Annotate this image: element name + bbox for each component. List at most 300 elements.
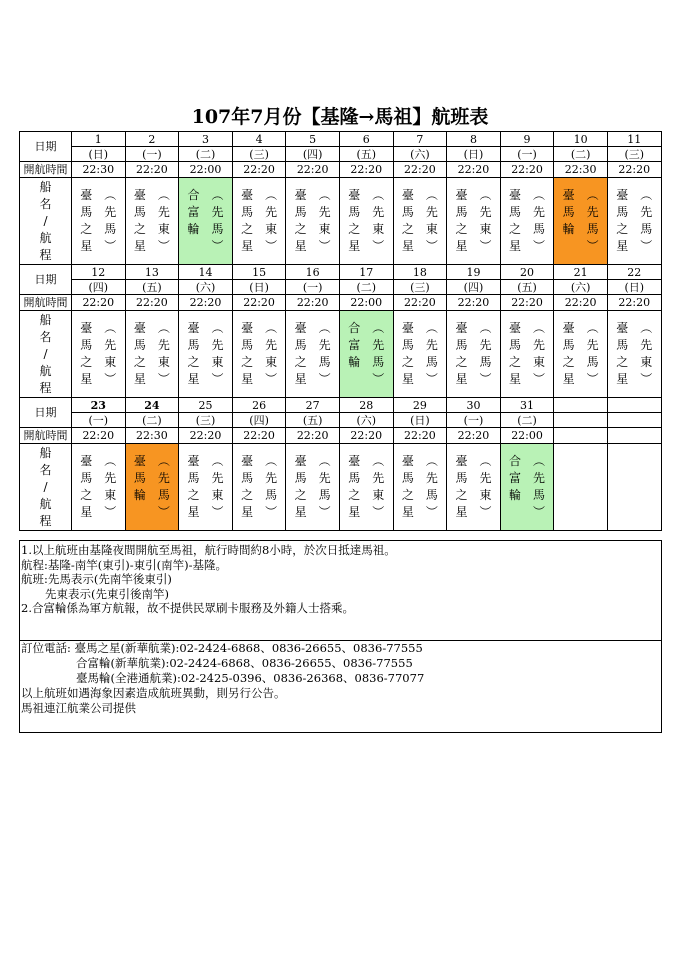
route-code (532, 453, 546, 521)
glyph: 馬 (372, 355, 385, 369)
label-char: 名 (39, 196, 52, 211)
glyph: 馬 (455, 205, 468, 219)
label-char: 名 (39, 329, 52, 344)
glyph: 星 (80, 372, 93, 386)
glyph: 星 (509, 239, 522, 253)
ship-cell (179, 178, 233, 265)
weekday: (四) (72, 280, 126, 295)
ship-name (240, 453, 254, 521)
glyph: 之 (294, 355, 307, 369)
departure-time: 22:20 (339, 162, 393, 178)
glyph: 馬 (211, 222, 224, 236)
day-number: 18 (393, 265, 447, 280)
day-number: 29 (393, 398, 447, 413)
glyph: 之 (80, 355, 93, 369)
route-code (157, 320, 171, 388)
glyph: 合 (187, 188, 200, 202)
glyph: 馬 (586, 222, 599, 236)
glyph: 星 (133, 239, 146, 253)
ship-name (347, 453, 361, 521)
departure-time: 22:20 (447, 162, 501, 178)
glyph: 之 (616, 355, 629, 369)
departure-time: 22:20 (286, 295, 340, 311)
glyph: 星 (401, 505, 414, 519)
glyph: 臺 (562, 321, 575, 335)
ship-name (508, 453, 522, 504)
route-code (478, 187, 492, 255)
weekday: (一) (447, 413, 501, 428)
weekday: (一) (286, 280, 340, 295)
glyph: 之 (294, 222, 307, 236)
glyph: 之 (348, 222, 361, 236)
glyph: 馬 (157, 488, 170, 502)
day-number: 10 (554, 132, 608, 147)
day-number: 22 (607, 265, 661, 280)
glyph: ︶ (425, 505, 438, 519)
glyph: 星 (455, 505, 468, 519)
glyph: 東 (533, 355, 546, 369)
departure-time: 22:00 (500, 428, 554, 444)
glyph: 先 (425, 471, 438, 485)
glyph: 馬 (318, 355, 331, 369)
glyph: 先 (157, 205, 170, 219)
route-code (210, 187, 224, 255)
glyph: 先 (104, 471, 117, 485)
route-code (478, 453, 492, 521)
glyph: 輪 (348, 355, 361, 369)
ship-cell (286, 444, 340, 531)
note-1: 1.以上航班由基隆夜間開航至馬祖，航行時間約8小時，於次日抵達馬祖。 (21, 543, 396, 557)
glyph: 合 (348, 321, 361, 335)
weekday: (二) (339, 280, 393, 295)
ship-name (133, 187, 147, 255)
ship-cell (447, 178, 501, 265)
glyph: 臺 (187, 321, 200, 335)
route-code (639, 187, 653, 255)
glyph: 之 (616, 222, 629, 236)
glyph: 先 (318, 338, 331, 352)
label-char: 船 (39, 312, 52, 327)
ship-cell (447, 311, 501, 398)
ship-name (615, 320, 629, 388)
glyph: 臺 (455, 454, 468, 468)
glyph: ︵ (318, 188, 331, 202)
ship-cell (339, 178, 393, 265)
ship-cell (393, 311, 447, 398)
departure-time: 22:30 (72, 162, 126, 178)
day-number: 23 (72, 398, 126, 413)
contact-notice: 以上航班如遇海象因素造成航班異動，則另行公告。 (21, 686, 286, 700)
glyph: 星 (616, 372, 629, 386)
departure-time: 22:20 (393, 428, 447, 444)
date-label: 日期 (20, 132, 72, 162)
glyph: 先 (586, 205, 599, 219)
glyph: 先 (425, 205, 438, 219)
glyph: 馬 (425, 488, 438, 502)
glyph: 輪 (562, 222, 575, 236)
route-code (264, 187, 278, 255)
weekday: (日) (447, 147, 501, 162)
weekday-row (20, 280, 662, 295)
ship-name (401, 187, 415, 255)
departure-label: 開航時間 (20, 295, 72, 311)
ship-cell (125, 444, 179, 531)
glyph: 富 (348, 338, 361, 352)
glyph: 輪 (509, 488, 522, 502)
ship-name (240, 187, 254, 255)
glyph: 馬 (509, 205, 522, 219)
weekday: (四) (232, 413, 286, 428)
glyph: ︵ (318, 321, 331, 335)
weekday: (三) (607, 147, 661, 162)
glyph: 臺 (80, 454, 93, 468)
day-number: 4 (232, 132, 286, 147)
label-char: 程 (39, 513, 52, 528)
glyph: ︵ (318, 454, 331, 468)
route-code (318, 187, 332, 255)
glyph: 之 (401, 222, 414, 236)
route-code (103, 453, 117, 521)
glyph: ︶ (479, 505, 492, 519)
glyph: 馬 (133, 205, 146, 219)
glyph: 東 (104, 355, 117, 369)
glyph: 東 (479, 488, 492, 502)
glyph: 臺 (80, 188, 93, 202)
glyph: 先 (479, 471, 492, 485)
label-char: 程 (39, 380, 52, 395)
day-number: 16 (286, 265, 340, 280)
glyph: ︵ (586, 321, 599, 335)
glyph: 臺 (455, 188, 468, 202)
ship-name (186, 187, 200, 238)
ship-name (347, 320, 361, 371)
glyph: ︵ (265, 188, 278, 202)
glyph: ︶ (211, 505, 224, 519)
glyph: 星 (241, 372, 254, 386)
weekday: (六) (393, 147, 447, 162)
glyph: 馬 (294, 471, 307, 485)
glyph: 臺 (133, 321, 146, 335)
glyph: 馬 (533, 222, 546, 236)
glyph: 之 (455, 222, 468, 236)
departure-time: 22:20 (393, 162, 447, 178)
ship-name (454, 453, 468, 521)
glyph: 馬 (401, 338, 414, 352)
glyph: ︵ (104, 188, 117, 202)
glyph: ︶ (586, 372, 599, 386)
glyph: 先 (265, 471, 278, 485)
date-label: 日期 (20, 265, 72, 295)
weekday: (日) (72, 147, 126, 162)
weekday: (五) (339, 147, 393, 162)
weekday-row (20, 413, 662, 428)
day-number: 31 (500, 398, 554, 413)
day-number: 15 (232, 265, 286, 280)
departure-time: 22:00 (179, 162, 233, 178)
ship-cell (179, 444, 233, 531)
weekday: (四) (447, 280, 501, 295)
glyph: ︶ (533, 239, 546, 253)
glyph: 馬 (80, 471, 93, 485)
glyph: 先 (372, 205, 385, 219)
glyph: 東 (211, 355, 224, 369)
glyph: ︶ (425, 372, 438, 386)
day-number: 26 (232, 398, 286, 413)
glyph: 星 (80, 505, 93, 519)
glyph: 東 (265, 355, 278, 369)
glyph: 馬 (586, 355, 599, 369)
glyph: 臺 (348, 454, 361, 468)
day-number: 12 (72, 265, 126, 280)
glyph: 馬 (241, 338, 254, 352)
ship-name (79, 320, 93, 388)
weekday: (三) (179, 413, 233, 428)
ship-cell (500, 178, 554, 265)
glyph: ︶ (211, 372, 224, 386)
schedule-table (19, 131, 662, 531)
glyph: 星 (348, 239, 361, 253)
glyph: 臺 (455, 321, 468, 335)
glyph: 東 (372, 222, 385, 236)
glyph: 臺 (562, 188, 575, 202)
glyph: 馬 (241, 471, 254, 485)
ship-name (294, 320, 308, 388)
glyph: 臺 (509, 321, 522, 335)
glyph: 先 (157, 471, 170, 485)
weekday: (二) (179, 147, 233, 162)
glyph: 之 (241, 488, 254, 502)
glyph: ︵ (211, 454, 224, 468)
weekday-row (20, 147, 662, 162)
glyph: ︵ (640, 188, 653, 202)
glyph: ︵ (372, 321, 385, 335)
ship-cell (72, 311, 126, 398)
glyph: ︵ (586, 188, 599, 202)
route-code (318, 453, 332, 521)
glyph: 先 (211, 338, 224, 352)
glyph: 星 (294, 239, 307, 253)
glyph: 之 (562, 355, 575, 369)
ship-cell (500, 444, 554, 531)
ship-cell (72, 178, 126, 265)
glyph: ︵ (533, 321, 546, 335)
glyph: 馬 (80, 205, 93, 219)
ship-cell (607, 311, 661, 398)
glyph: ︵ (425, 321, 438, 335)
label-char: 航 (39, 496, 52, 511)
ship-name (454, 187, 468, 255)
glyph: 合 (509, 454, 522, 468)
ship-name (186, 320, 200, 388)
departure-time: 22:20 (232, 162, 286, 178)
ship-route-label-text (39, 312, 53, 397)
date-row (20, 265, 662, 280)
label-char: 船 (39, 179, 52, 194)
departure-time (554, 428, 608, 444)
glyph: 臺 (241, 454, 254, 468)
day-number: 19 (447, 265, 501, 280)
departure-time: 22:20 (500, 295, 554, 311)
departure-time: 22:20 (286, 428, 340, 444)
glyph: 東 (265, 222, 278, 236)
route-code (586, 187, 600, 255)
day-number: 2 (125, 132, 179, 147)
glyph: 東 (425, 222, 438, 236)
glyph: 星 (616, 239, 629, 253)
glyph: 星 (455, 239, 468, 253)
weekday: (二) (500, 413, 554, 428)
glyph: 馬 (294, 205, 307, 219)
glyph: 星 (187, 505, 200, 519)
weekday: (日) (232, 280, 286, 295)
ship-cell (72, 444, 126, 531)
label-char: 程 (39, 247, 52, 262)
route-code (264, 320, 278, 388)
glyph: ︵ (157, 188, 170, 202)
glyph: 馬 (80, 338, 93, 352)
glyph: 星 (509, 372, 522, 386)
departure-time: 22:20 (72, 428, 126, 444)
ship-name (562, 320, 576, 388)
day-number: 27 (286, 398, 340, 413)
glyph: 之 (348, 488, 361, 502)
day-number (607, 398, 661, 413)
glyph: 臺 (401, 321, 414, 335)
ship-cell (393, 444, 447, 531)
weekday: (二) (125, 413, 179, 428)
label-char: 航 (39, 363, 52, 378)
glyph: 先 (318, 205, 331, 219)
contact-taima-star: 臺馬之星(新華航業):02-2424-6868、0836-26655、0836-77555 (74, 641, 423, 655)
glyph: ︶ (533, 372, 546, 386)
ship-cell (393, 178, 447, 265)
glyph: ︶ (318, 372, 331, 386)
glyph: 先 (479, 338, 492, 352)
day-number (554, 398, 608, 413)
note-2: 2.合富輪係為軍方航報，故不提供民眾刷卡服務及外籍人士搭乘。 (21, 601, 354, 615)
ship-cell (607, 444, 661, 531)
ship-cell (500, 311, 554, 398)
date-row (20, 398, 662, 413)
glyph: 馬 (187, 338, 200, 352)
glyph: 馬 (265, 488, 278, 502)
glyph: ︵ (104, 321, 117, 335)
departure-label: 開航時間 (20, 428, 72, 444)
glyph: ︵ (533, 454, 546, 468)
glyph: 先 (425, 338, 438, 352)
ship-name (133, 320, 147, 388)
ship-name (79, 453, 93, 521)
route-code (425, 320, 439, 388)
glyph: ︶ (265, 505, 278, 519)
ship-cell (554, 444, 608, 531)
glyph: ︶ (640, 239, 653, 253)
glyph: 馬 (425, 355, 438, 369)
glyph: 先 (372, 471, 385, 485)
departure-time: 22:20 (125, 162, 179, 178)
weekday: (六) (339, 413, 393, 428)
glyph: ︶ (318, 505, 331, 519)
day-number: 13 (125, 265, 179, 280)
glyph: ︶ (372, 372, 385, 386)
day-number: 7 (393, 132, 447, 147)
label-char: 航 (39, 230, 52, 245)
glyph: 先 (211, 205, 224, 219)
glyph: ︵ (211, 188, 224, 202)
glyph: 之 (294, 488, 307, 502)
route-code (210, 453, 224, 521)
glyph: 之 (509, 222, 522, 236)
glyph: 東 (157, 222, 170, 236)
glyph: 星 (80, 239, 93, 253)
day-number: 6 (339, 132, 393, 147)
weekday (554, 413, 608, 428)
glyph: 臺 (187, 454, 200, 468)
glyph: 東 (211, 488, 224, 502)
day-number: 14 (179, 265, 233, 280)
departure-label: 開航時間 (20, 162, 72, 178)
glyph: 之 (455, 488, 468, 502)
route-code (425, 187, 439, 255)
glyph: ︵ (157, 321, 170, 335)
glyph: 馬 (241, 205, 254, 219)
glyph: 馬 (562, 338, 575, 352)
route-code (586, 320, 600, 388)
ship-name (347, 187, 361, 255)
day-number: 1 (72, 132, 126, 147)
ship-name (79, 187, 93, 255)
glyph: 之 (401, 488, 414, 502)
glyph: ︶ (104, 372, 117, 386)
glyph: 臺 (294, 321, 307, 335)
ship-name (294, 453, 308, 521)
departure-time: 22:20 (232, 295, 286, 311)
route-code (371, 187, 385, 255)
glyph: ︵ (372, 454, 385, 468)
glyph: 臺 (401, 454, 414, 468)
glyph: 臺 (509, 188, 522, 202)
ship-route-label-text (39, 179, 53, 264)
ship-name (240, 320, 254, 388)
weekday: (五) (125, 280, 179, 295)
glyph: ︵ (533, 188, 546, 202)
route-code (371, 320, 385, 388)
glyph: 先 (640, 205, 653, 219)
glyph: 馬 (133, 338, 146, 352)
ship-row (20, 311, 662, 398)
note-xianma: 航班:先馬表示(先南竿後東引) (21, 572, 172, 586)
departure-time: 22:20 (339, 428, 393, 444)
ship-cell (232, 178, 286, 265)
glyph: ︶ (211, 239, 224, 253)
page-title: 107年7月份【基隆→馬祖】航班表 (191, 106, 489, 128)
glyph: 先 (533, 338, 546, 352)
glyph: 東 (640, 355, 653, 369)
glyph: 臺 (294, 188, 307, 202)
ship-name (401, 320, 415, 388)
departure-time: 22:20 (500, 162, 554, 178)
glyph: 馬 (616, 338, 629, 352)
glyph: 之 (241, 222, 254, 236)
glyph: 東 (157, 355, 170, 369)
departure-time: 22:20 (447, 295, 501, 311)
departure-time: 22:20 (72, 295, 126, 311)
ship-cell (339, 444, 393, 531)
glyph: 星 (401, 372, 414, 386)
glyph: ︶ (479, 372, 492, 386)
glyph: 馬 (187, 471, 200, 485)
ship-cell (232, 311, 286, 398)
